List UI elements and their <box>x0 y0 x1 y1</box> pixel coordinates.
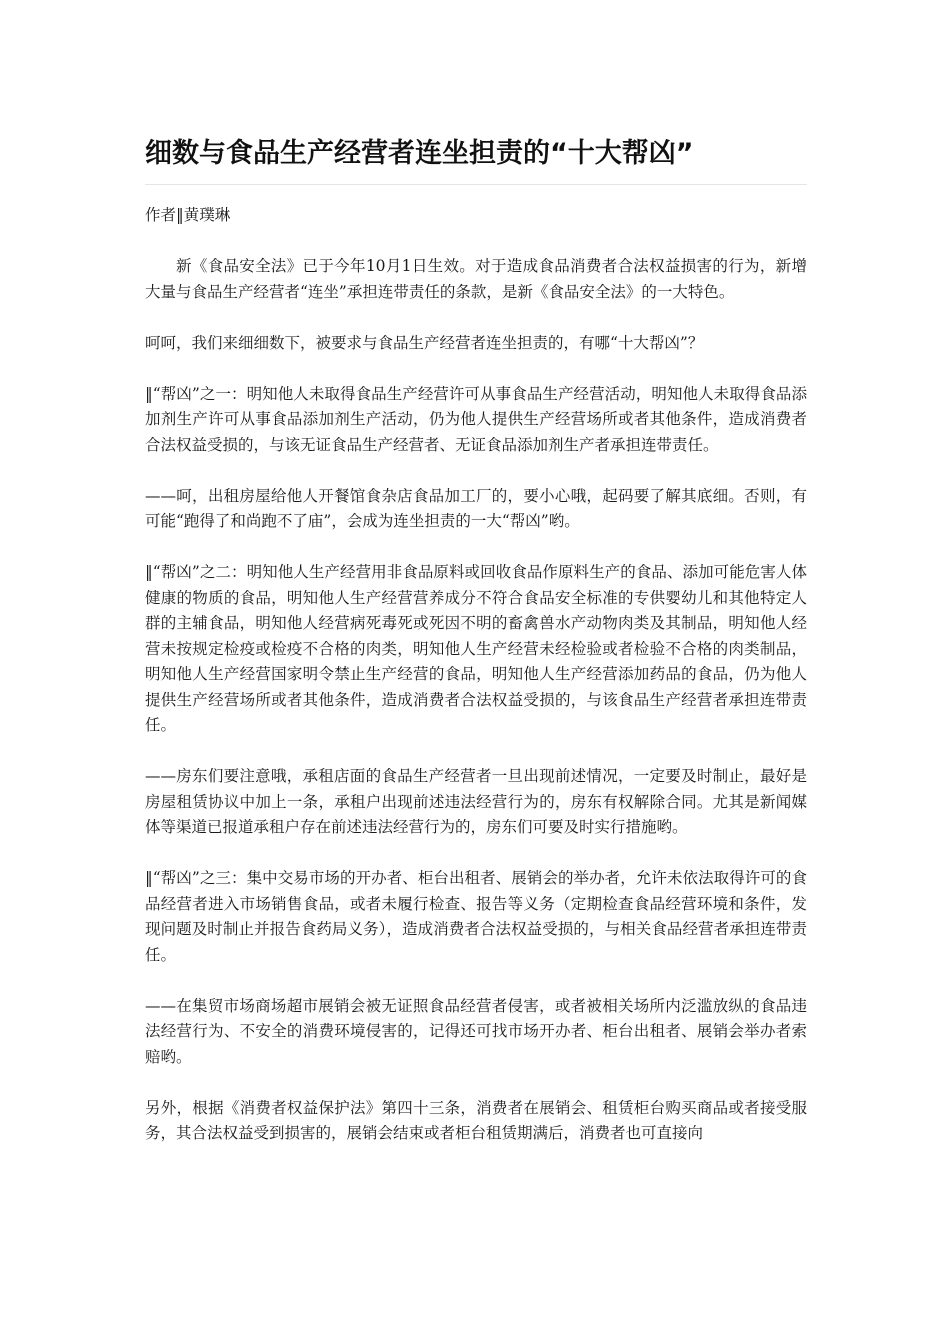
paragraph-intro: 新《食品安全法》已于今年10月1日生效。对于造成食品消费者合法权益损害的行为，新增大量与食品生产经营者“连坐”承担连带责任的条款，是新《食品安全法》的一大特色。 <box>145 257 807 301</box>
paragraph-comment-1: ——呵，出租房屋给他人开餐馆食杂店食品加工厂的，要小心哦，起码要了解其底细。否则，有可能“跑得了和尚跑不了庙”，会成为连坐担责的一大“帮凶”哟。 <box>145 486 807 530</box>
article-body <box>145 203 807 1172</box>
paragraph-comment-2: ——房东们要注意哦，承租店面的食品生产经营者一旦出现前述情况，一定要及时制止，最好是房屋租赁协议中加上一条，承租户出现前述违法经营行为的，房东有权解除合同。尤其是新闻媒体等渠道已报道承租户存在前述违法经营行为的，房东们可要及时实行措施哟。 <box>145 767 807 836</box>
title-divider <box>145 184 807 185</box>
author-byline: 作者‖黄璞琳 <box>145 206 231 224</box>
paragraph-accomplice-3: ‖“帮凶”之三：集中交易市场的开办者、柜台出租者、展销会的举办者，允许未依法取得许可的食品经营者进入市场销售食品，或者未履行检查、报告等义务（定期检查食品经营环境和条件，发现问题及时制止并报告食药局义务），造成消费者合法权益受损的，与相关食品经营者承担连带责任。 <box>145 869 807 964</box>
paragraph-comment-3: ——在集贸市场商场超市展销会被无证照食品经营者侵害，或者被相关场所内泛滥放纵的食品违法经营行为、不安全的消费环境侵害的，记得还可找市场开办者、柜台出租者、展销会举办者索赔哟。 <box>145 996 807 1066</box>
paragraph-additional: 另外，根据《消费者权益保护法》第四十三条，消费者在展销会、租赁柜台购买商品或者接受服务，其合法权益受到损害的，展销会结束或者柜台租赁期满后，消费者也可直接向 <box>145 1098 807 1142</box>
article-title: 细数与食品生产经营者连坐担责的“十大帮凶” <box>145 138 694 169</box>
paragraph-accomplice-2: ‖“帮凶”之二：明知他人生产经营用非食品原料或回收食品作原料生产的食品、添加可能危害人体健康的物质的食品，明知他人生产经营营养成分不符合食品安全标准的专供婴幼儿和其他特定人群的主辅食品，明知他人经营病死毒死或死因不明的畜禽兽水产动物肉类及其制品，明知他人经营未按规定检疫或检疫不合格的肉类，明知他人生产经营未经检验或者检验不合格的肉类制品，明知他人生产经营国家明令禁止生产经营的食品，明知他人生产经营添加药品的食品，仍为他人提供生产经营场所或者其他条件，造成消费者合法权益受损的，与该食品生产经营者承担连带责任。 <box>145 563 807 734</box>
paragraph-accomplice-1: ‖“帮凶”之一：明知他人未取得食品生产经营许可从事食品生产经营活动，明知他人未取得食品添加剂生产许可从事食品添加剂生产活动，仍为他人提供生产经营场所或者其他条件，造成消费者合法权益受损的，与该无证食品生产经营者、无证食品添加剂生产者承担连带责任。 <box>145 384 807 454</box>
paragraph-question: 呵呵，我们来细细数下，被要求与食品生产经营者连坐担责的，有哪“十大帮凶”？ <box>145 333 704 352</box>
